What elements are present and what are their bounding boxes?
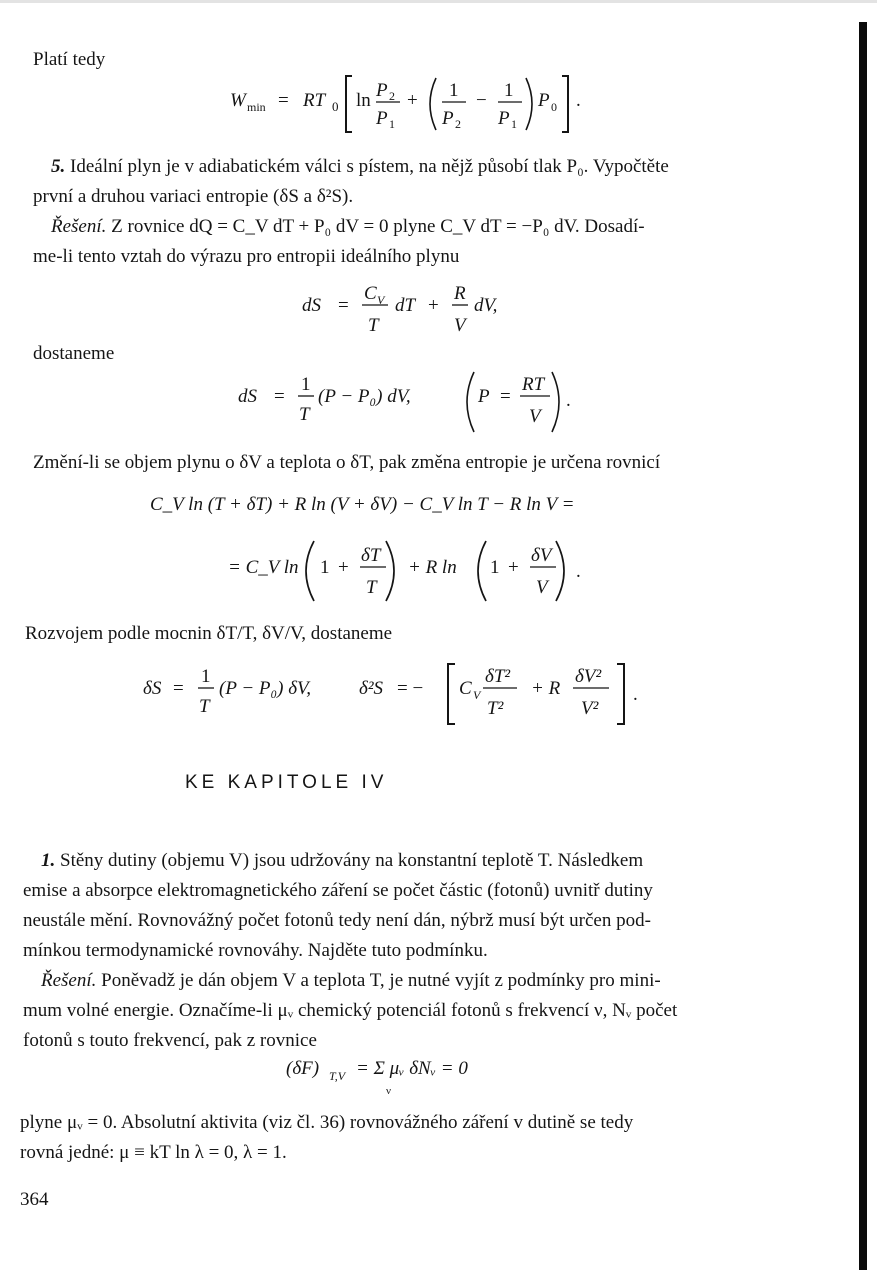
dostaneme-text: dostaneme (33, 343, 115, 364)
svg-text:C: C (459, 678, 472, 699)
svg-text:+: + (508, 557, 519, 578)
equation-entropy-change-2 (228, 535, 598, 611)
svg-text:(P − P₀) dV,: (P − P₀) dV, (318, 386, 411, 407)
chapter-heading: KE KAPITOLE IV (185, 772, 388, 793)
svg-text:δ²S: δ²S (359, 678, 384, 699)
svg-text:V: V (536, 577, 548, 598)
svg-text:= −: = − (397, 678, 424, 699)
expansion-paragraph: Rozvojem podle mocnin δT/T, δV/V, dostaneme (25, 623, 393, 644)
svg-text:T: T (199, 696, 210, 717)
solution-text-line: Z rovnice dQ = C_V dT + P₀ dV = 0 plyne C_V dT = −P₀ dV. Dosadí- (111, 216, 645, 237)
equation-variations (143, 660, 663, 736)
solution-label: Řešení. (41, 970, 97, 991)
svg-text:+: + (338, 557, 349, 578)
svg-text:V: V (377, 293, 385, 307)
svg-text:=: = (278, 90, 289, 111)
svg-text:T: T (368, 315, 379, 336)
svg-text:1: 1 (301, 374, 311, 395)
svg-text:P: P (498, 108, 510, 129)
svg-text:T,V: T,V (329, 1069, 346, 1083)
final-text-line: rovná jedné: μ ≡ kT ln λ = 0, λ = 1. (20, 1142, 287, 1163)
svg-text:+: + (428, 295, 439, 316)
problem-1 (23, 846, 783, 1056)
svg-text:T²: T² (487, 698, 504, 719)
svg-text:R: R (454, 283, 466, 304)
svg-text:1: 1 (511, 117, 517, 131)
svg-text:0: 0 (551, 100, 557, 114)
svg-text:P: P (538, 90, 550, 111)
svg-text:ln: ln (356, 90, 371, 111)
problem-text-line: emise a absorpce elektromagnetického záření se počet částic (fotonů) uvnitř dutiny (23, 880, 653, 901)
svg-text:T: T (366, 577, 377, 598)
svg-text:min: min (247, 100, 266, 114)
svg-text:dT: dT (395, 295, 416, 316)
svg-text:2: 2 (389, 89, 395, 103)
problem-text-line: mínkou termodynamické rovnováhy. Najděte tuto podmínku. (23, 940, 488, 961)
solution-text-line: me-li tento vztah do výrazu pro entropii ideálního plynu (33, 246, 460, 267)
svg-text:P: P (376, 80, 388, 101)
svg-text:=: = (173, 678, 184, 699)
equation-ds-pressure (238, 368, 588, 444)
scan-top-edge (0, 0, 877, 3)
svg-text:.: . (566, 390, 571, 411)
problem-number: 5. (51, 156, 66, 177)
svg-text:.: . (576, 90, 581, 111)
svg-text:+ R ln: + R ln (408, 557, 457, 578)
svg-text:P: P (478, 386, 490, 407)
svg-text:V: V (473, 688, 481, 702)
equation-free-energy (286, 1050, 516, 1106)
scan-right-edge (859, 22, 867, 1270)
problem-number: 1. (41, 850, 56, 871)
svg-text:=: = (500, 386, 511, 407)
svg-text:= C_V ln: = C_V ln (228, 557, 299, 578)
svg-text:W: W (230, 90, 246, 111)
svg-text:1: 1 (490, 557, 500, 578)
problem-text-line: první a druhou variaci entropie (δS a δ²S). (33, 186, 354, 207)
problem-5 (33, 152, 783, 272)
svg-text:δS: δS (143, 678, 162, 699)
svg-text:(P − P₀) δV,: (P − P₀) δV, (219, 678, 311, 699)
problem-text-line: Stěny dutiny (objemu V) jsou udržovány na konstantní teplotě T. Následkem (60, 850, 644, 871)
svg-text:+: + (407, 90, 418, 111)
svg-text:1: 1 (320, 557, 330, 578)
svg-text:1: 1 (449, 80, 459, 101)
svg-text:= Σ μᵥ δNᵥ = 0: = Σ μᵥ δNᵥ = 0 (356, 1058, 468, 1079)
svg-text:1: 1 (389, 117, 395, 131)
page-number: 364 (20, 1189, 49, 1210)
svg-text:−: − (476, 90, 487, 111)
svg-text:=: = (274, 386, 285, 407)
svg-text:T: T (299, 404, 310, 425)
equation-ds (302, 277, 532, 349)
svg-text:dS: dS (302, 295, 321, 316)
svg-text:P: P (376, 108, 388, 129)
svg-text:C: C (364, 283, 377, 304)
svg-text:.: . (576, 561, 581, 582)
equation-entropy-change-1: C_V ln (T + δT) + R ln (V + δV) − C_V ln T − R ln V = (150, 494, 575, 515)
final-paragraph (20, 1108, 780, 1168)
svg-text:dV,: dV, (474, 295, 498, 316)
svg-text:=: = (338, 295, 349, 316)
svg-text:(δF): (δF) (286, 1058, 320, 1079)
solution-text-line: fotonů s touto frekvencí, pak z rovnice (23, 1030, 317, 1051)
problem-text-line: Ideální plyn je v adiabatickém válci s pístem, na nějž působí tlak P₀. Vypočtěte (70, 156, 669, 177)
svg-text:P: P (442, 108, 454, 129)
svg-text:dS: dS (238, 386, 257, 407)
final-text-line: plyne μᵥ = 0. Absolutní aktivita (viz čl. 36) rovnovážného záření v dutině se tedy (20, 1112, 634, 1133)
solution-text-line: mum volné energie. Označíme-li μᵥ chemický potenciál fotonů s frekvencí ν, Nᵥ počet (23, 1000, 678, 1021)
svg-text:RT: RT (522, 374, 545, 395)
svg-text:V²: V² (581, 698, 599, 719)
svg-text:δV: δV (531, 545, 552, 566)
svg-text:δT²: δT² (485, 666, 511, 687)
intro-text: Platí tedy (33, 49, 106, 70)
solution-text-line: Poněvadž je dán objem V a teplota T, je nutné vyjít z podmínky pro mini- (101, 970, 661, 991)
svg-text:+ R: + R (531, 678, 561, 699)
svg-text:V: V (454, 315, 466, 336)
problem-text-line: neustále mění. Rovnovážný počet fotonů tedy není dán, nýbrž musí být určen pod- (23, 910, 651, 931)
svg-text:1: 1 (201, 666, 211, 687)
svg-text:2: 2 (455, 117, 461, 131)
svg-text:RT: RT (303, 90, 326, 111)
svg-text:ν: ν (386, 1085, 391, 1097)
equation-wmin (230, 68, 600, 144)
svg-text:.: . (633, 684, 638, 705)
svg-text:0: 0 (332, 99, 339, 114)
solution-label: Řešení. (51, 216, 107, 237)
svg-text:V: V (529, 406, 541, 427)
svg-text:δV²: δV² (575, 666, 602, 687)
change-paragraph: Změní-li se objem plynu o δV a teplota o δT, pak změna entropie je určena rovnicí (33, 452, 661, 473)
svg-text:δT: δT (361, 545, 381, 566)
svg-text:1: 1 (504, 80, 514, 101)
